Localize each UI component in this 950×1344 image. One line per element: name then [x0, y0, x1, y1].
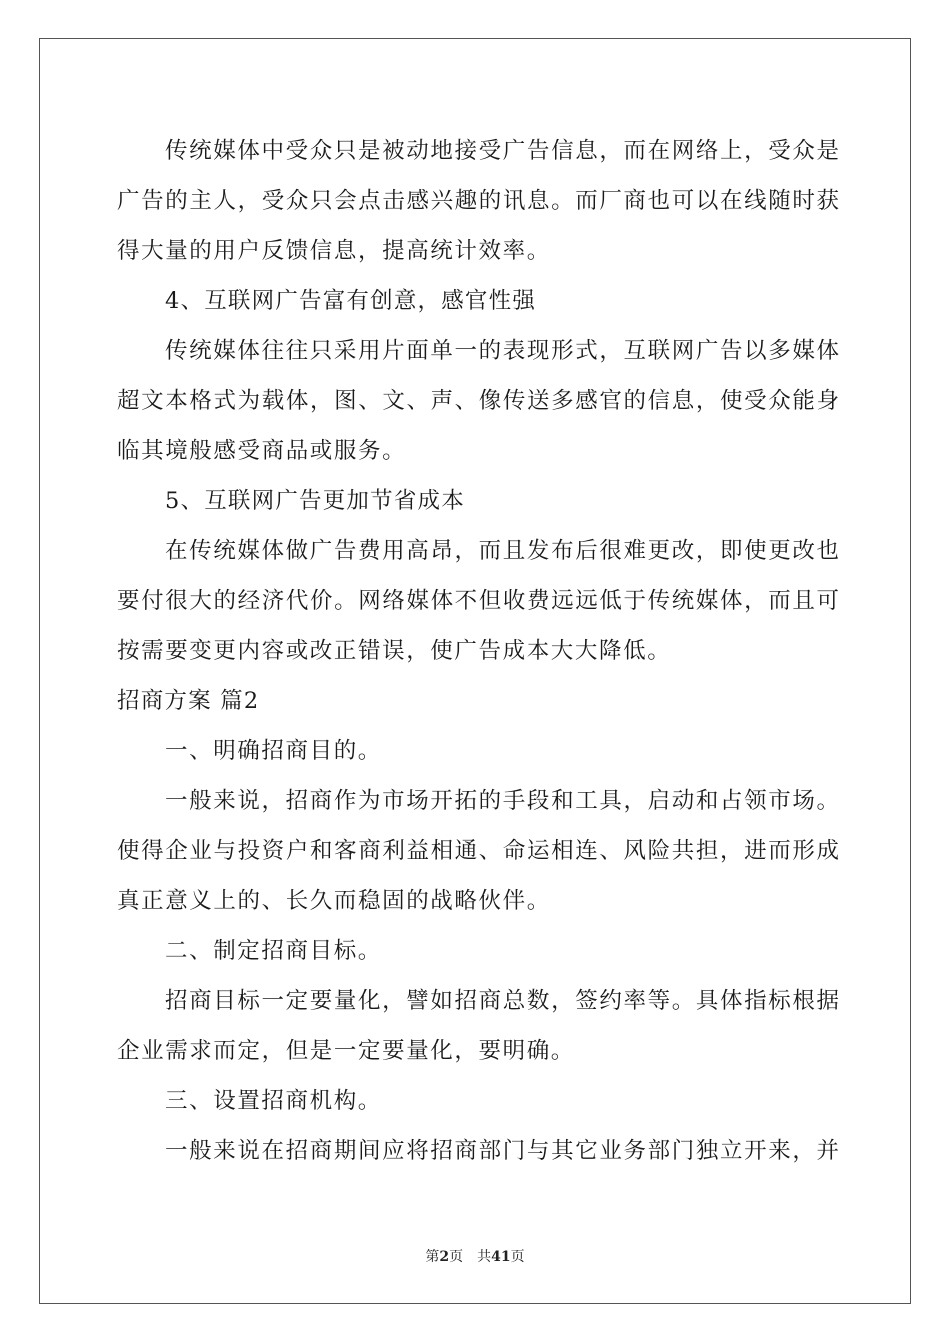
- section-heading: 一、明确招商目的。: [165, 738, 382, 764]
- paragraph-line: 广告的主人，受众只会点击感兴趣的讯息。而厂商也可以在线随时获: [117, 188, 839, 214]
- page-prefix: 第: [425, 1249, 440, 1265]
- paragraph-line: 使得企业与投资户和客商利益相通、命运相连、风险共担，进而形成: [117, 838, 839, 864]
- chapter-title: 招商方案 篇2: [117, 688, 260, 714]
- paragraph-line: 一般来说在招商期间应将招商部门与其它业务部门独立开来，并: [165, 1138, 839, 1164]
- paragraph-line: 招商目标一定要量化，譬如招商总数，签约率等。具体指标根据: [165, 988, 839, 1014]
- page-footer: [0, 1246, 950, 1266]
- paragraph-line: 要付很大的经济代价。网络媒体不但收费远远低于传统媒体，而且可: [117, 588, 839, 614]
- paragraph-line: 真正意义上的、长久而稳固的战略伙伴。: [117, 888, 551, 914]
- page-suffix: 页: [449, 1249, 464, 1265]
- paragraph-line: 按需要变更内容或改正错误，使广告成本大大降低。: [117, 638, 672, 664]
- paragraph-line: 超文本格式为载体，图、文、声、像传送多感官的信息，使受众能身: [117, 388, 839, 414]
- total-suffix: 页: [510, 1249, 525, 1265]
- paragraph-line: 传统媒体往往只采用片面单一的表现形式，互联网广告以多媒体: [165, 338, 839, 364]
- total-pages: 41: [491, 1249, 511, 1265]
- paragraph-line: 企业需求而定，但是一定要量化，要明确。: [117, 1038, 575, 1064]
- paragraph-line: 临其境般感受商品或服务。: [117, 438, 407, 464]
- section-heading: 4、互联网广告富有创意，感官性强: [165, 288, 537, 314]
- section-heading: 二、制定招商目标。: [165, 938, 382, 964]
- paragraph-line: 一般来说，招商作为市场开拓的手段和工具，启动和占领市场。: [165, 788, 839, 814]
- document-body: [117, 126, 839, 1176]
- section-heading: 5、互联网广告更加节省成本: [165, 488, 465, 514]
- paragraph-line: 传统媒体中受众只是被动地接受广告信息，而在网络上，受众是: [165, 138, 839, 164]
- paragraph-line: 得大量的用户反馈信息，提高统计效率。: [117, 238, 551, 264]
- section-heading: 三、设置招商机构。: [165, 1088, 382, 1114]
- page-number: 2: [439, 1249, 450, 1265]
- total-prefix: 共: [477, 1249, 492, 1265]
- paragraph-line: 在传统媒体做广告费用高昂，而且发布后很难更改，即使更改也: [165, 538, 839, 564]
